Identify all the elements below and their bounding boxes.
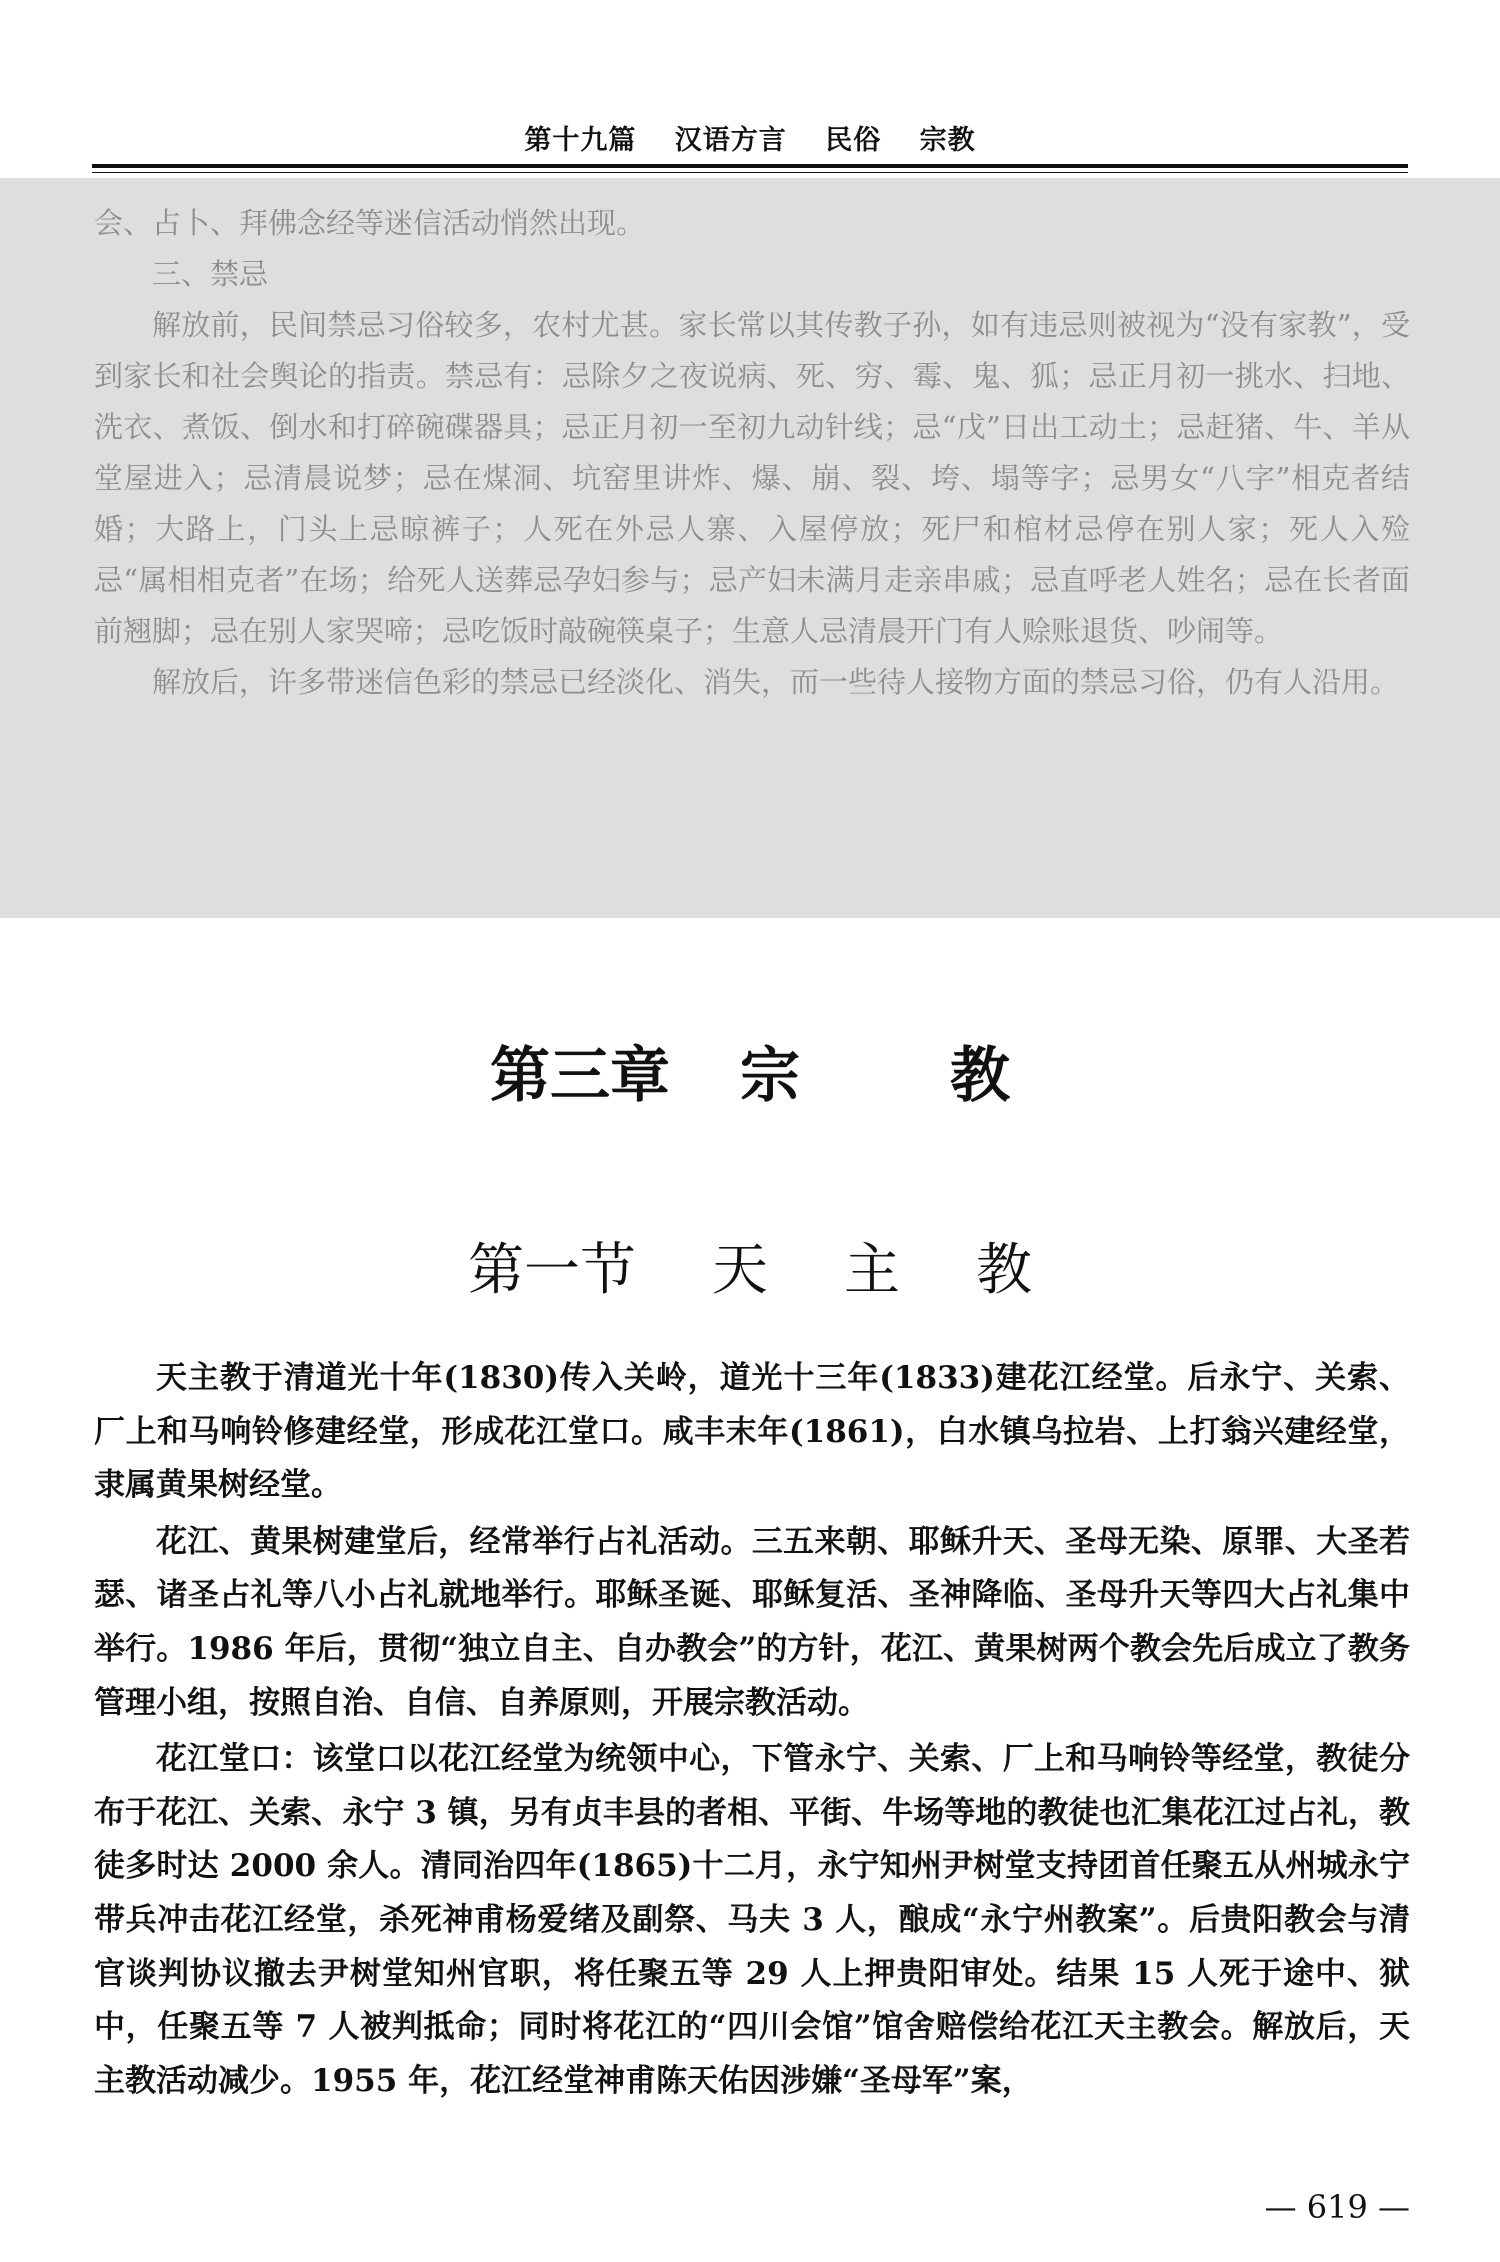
section-title [0, 1226, 1500, 1306]
body-paragraph-1: 天主教于清道光十年(1830)传入关岭，道光十三年(1833)建花江经堂。后永宁、关索、厂上和马响铃修建经堂，形成花江堂口。咸丰末年(1861)，白水镇乌拉岩、上打翁兴建经堂，隶属黄果树经堂。 [94, 1360, 1410, 1504]
page-number: — 619 — [1264, 2188, 1410, 2226]
running-header [0, 118, 1500, 157]
section-number: 第一节 [468, 1238, 636, 1303]
header-subject-2: 民俗 [825, 125, 882, 156]
chapter-title [0, 1028, 1500, 1114]
header-subject-1: 汉语方言 [674, 125, 787, 156]
chapter-number: 第三章 [490, 1041, 670, 1111]
body-text [94, 1352, 1410, 2108]
chapter-title-char-2: 教 [950, 1041, 1010, 1111]
header-part: 第十九篇 [524, 125, 637, 156]
shaded-paragraph-1: 解放前，民间禁忌习俗较多，农村尤甚。家长常以其传教子孙，如有违忌则被视为“没有家教”，受到家长和社会舆论的指责。禁忌有：忌除夕之夜说病、死、穷、霉、鬼、狐；忌正月初一挑水、扫地、洗衣、煮饭、倒水和打碎碗碟器具；忌正月初一至初九动针线；忌“戊”日出工动土；忌赶猪、牛、羊从堂屋进入；忌清晨说梦；忌在煤洞、坑窑里讲炸、爆、崩、裂、垮、塌等字；忌男女“八字”相克者结婚；大路上，门头上忌晾裤子；人死在外忌人寨、入屋停放；死尸和棺材忌停在别人家；死人入殓忌“属相相克者”在场；给死人送葬忌孕妇参与；忌产妇未满月走亲串戚；忌直呼老人姓名；忌在长者面前翘脚；忌在别人家哭啼；忌吃饭时敲碗筷桌子；生意人忌清晨开门有人赊账退货、吵闹等。 [94, 308, 1410, 648]
section-title-char-2: 主 [844, 1238, 900, 1303]
shaded-line-1: 会、占卜、拜佛念经等迷信活动悄然出现。 [94, 206, 646, 240]
header-subject-3: 宗教 [919, 125, 976, 156]
section-title-char-1: 天 [712, 1238, 768, 1303]
shaded-passage [94, 198, 1410, 708]
shaded-paragraph-2: 解放后，许多带迷信色彩的禁忌已经淡化、消失，而一些待人接物方面的禁忌习俗，仍有人沿用。 [152, 665, 1400, 699]
header-rule-thick [92, 164, 1408, 168]
body-paragraph-2: 花江、黄果树建堂后，经常举行占礼活动。三五来朝、耶稣升天、圣母无染、原罪、大圣若瑟、诸圣占礼等八小占礼就地举行。耶稣圣诞、耶稣复活、圣神降临、圣母升天等四大占礼集中举行。1986 年后，贯彻“独立自主、自办教会”的方针，花江、黄果树两个教会先后成立了教务管理小组，按照自治、自信、自养原则，开展宗教活动。 [94, 1523, 1410, 1721]
section-title-char-3: 教 [976, 1238, 1032, 1303]
header-rule-thin [92, 172, 1408, 173]
chapter-title-char-1: 宗 [740, 1041, 800, 1111]
body-paragraph-3: 花江堂口：该堂口以花江经堂为统领中心，下管永宁、关索、厂上和马响铃等经堂，教徒分布于花江、关索、永宁 3 镇，另有贞丰县的者相、平街、牛场等地的教徒也汇集花江过占礼，教徒多时达 2000 余人。清同治四年(1865)十二月，永宁知州尹树堂支持团首任聚五从州城永宁带兵冲击花江经堂，杀死神甫杨爱绪及副祭、马夫 3 人，酿成“永宁州教案”。后贵阳教会与清官谈判协议撤去尹树堂知州官职，将任聚五等 29 人上押贵阳审处。结果 15 人死于途中、狱中，任聚五等 7 人被判抵命；同时将花江的“四川会馆”馆舍赔偿给花江天主教会。解放后，天主教活动减少。1955 年，花江经堂神甫陈天佑因涉嫌“圣母军”案， [94, 1741, 1410, 2099]
shaded-heading: 三、禁忌 [152, 257, 269, 291]
